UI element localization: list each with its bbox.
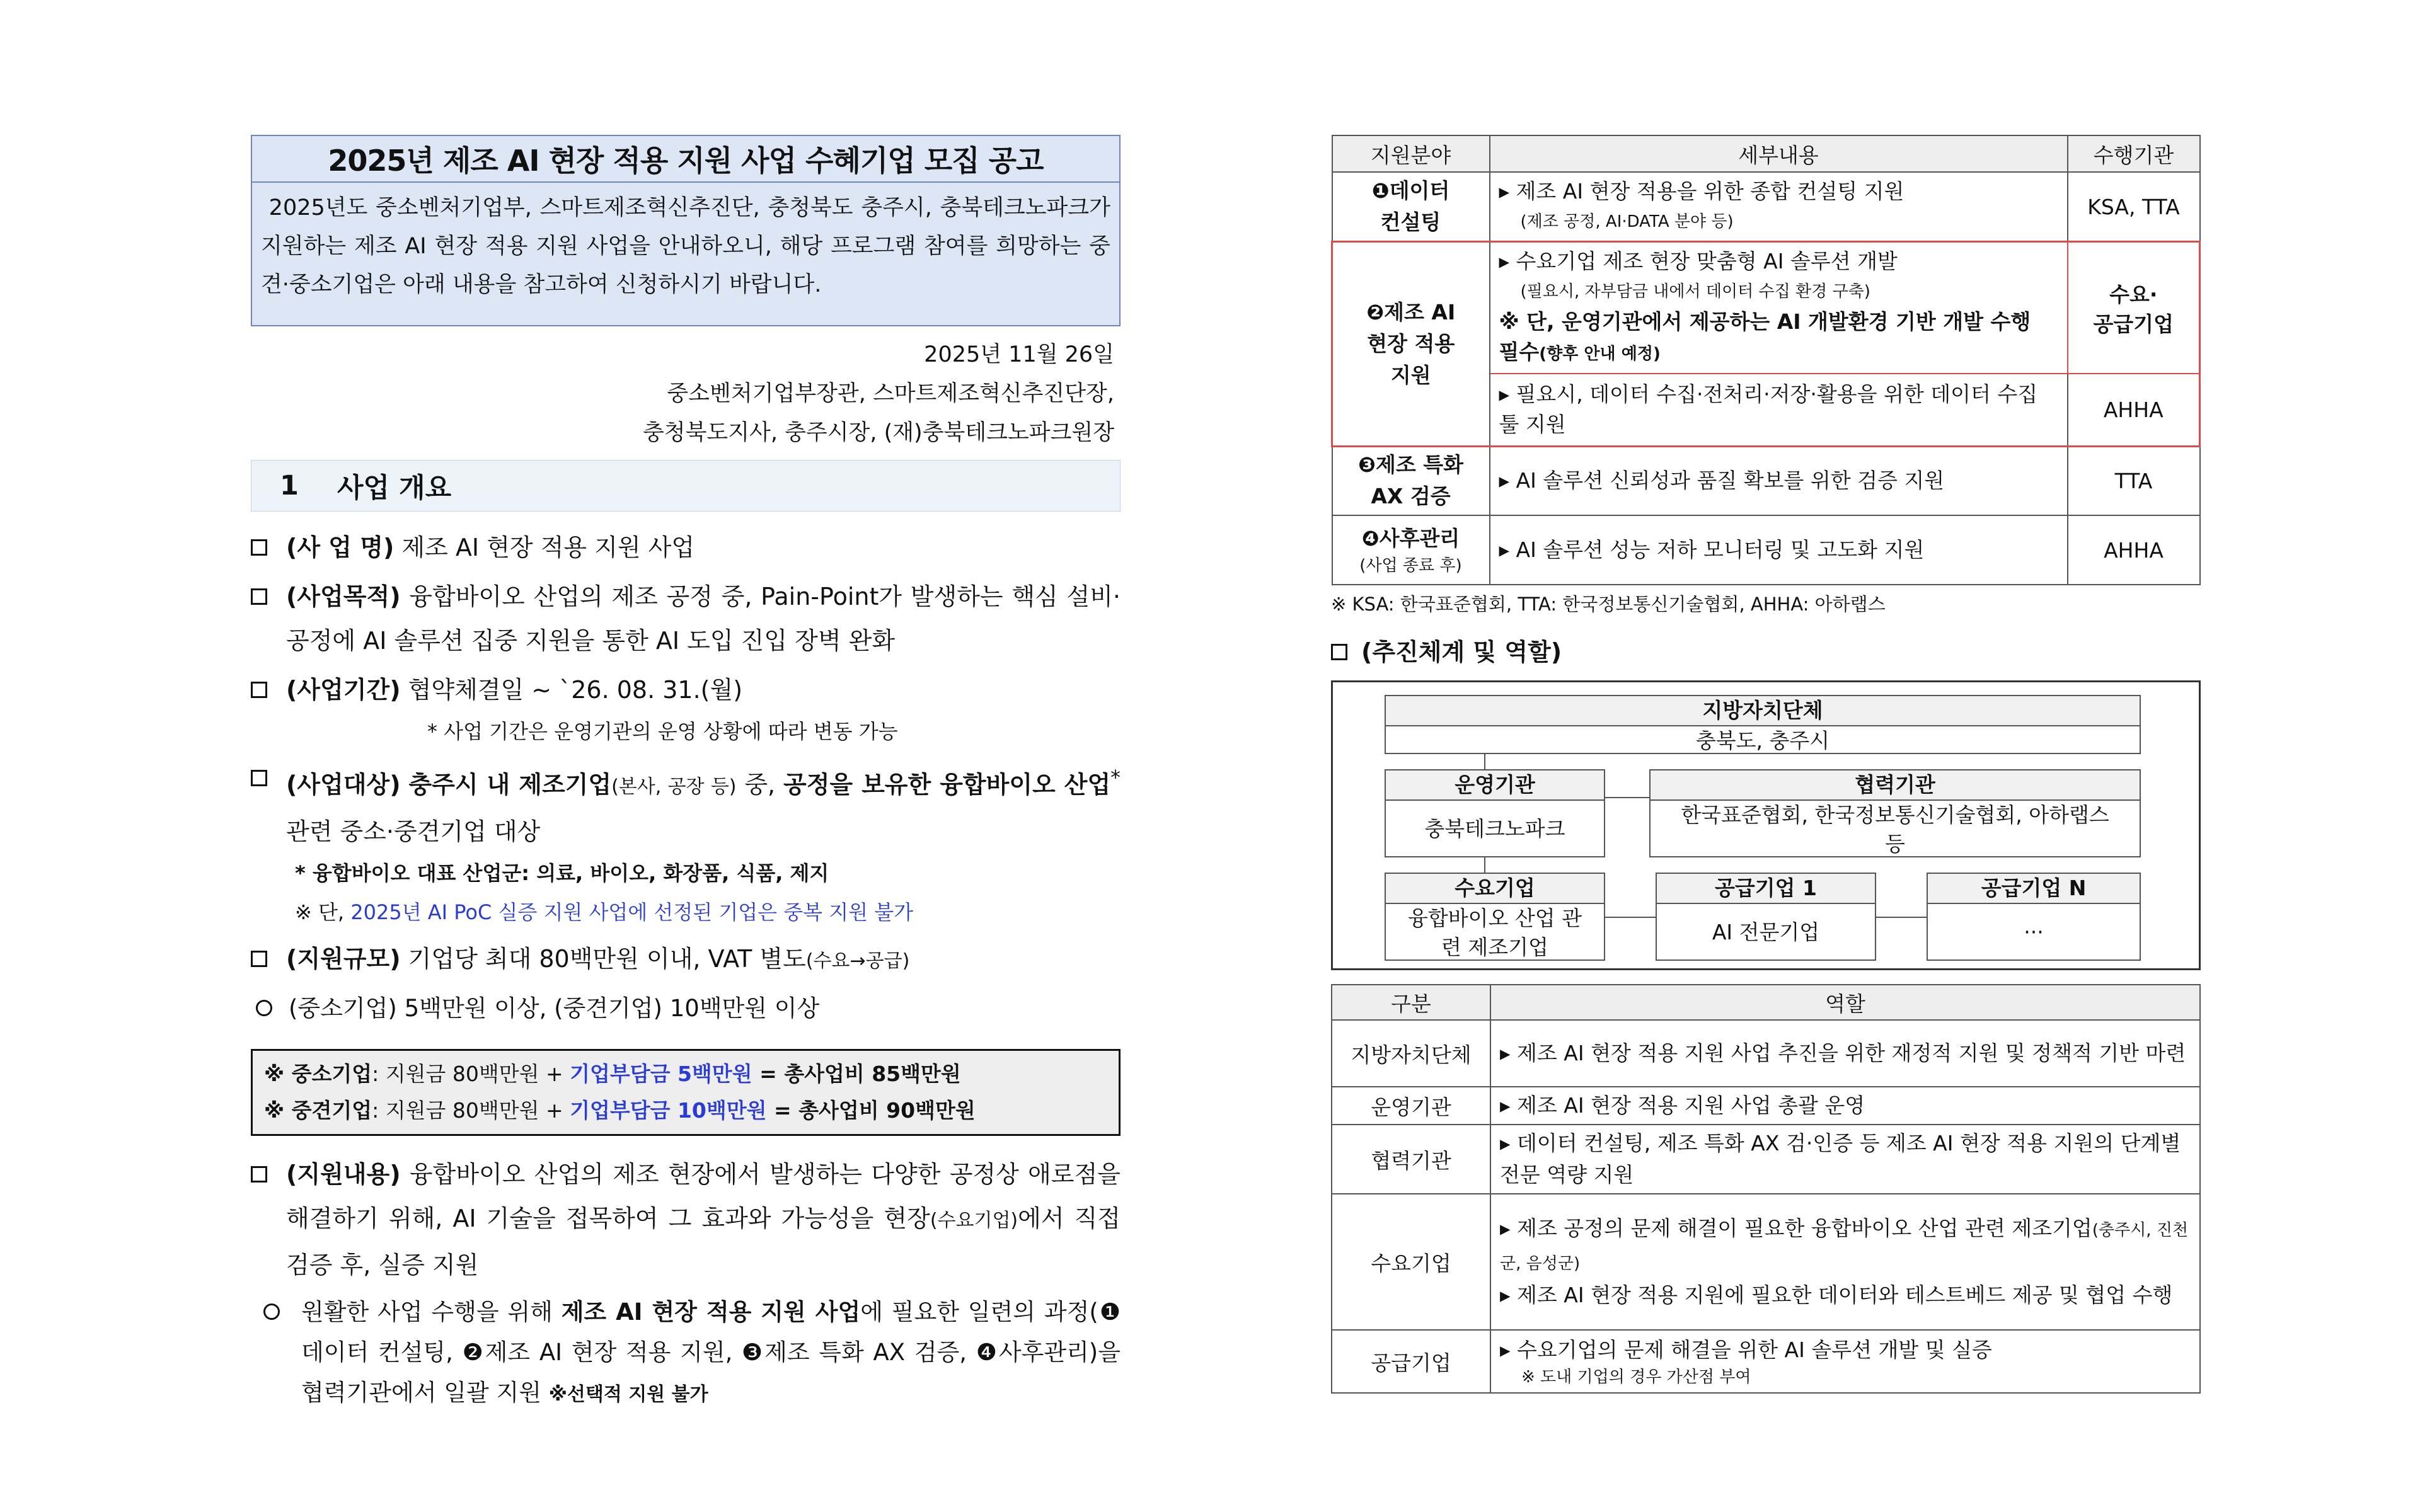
checkbox-square-icon [251,1166,267,1183]
role-category: 협력기관 [1332,1125,1490,1194]
scale-sub-text: (중소기업) 5백만원 이상, (중견기업) 10백만원 이상 [289,994,820,1022]
col-header-agency: 수행기관 [2068,135,2200,172]
issuer-line-1: 중소벤처기업부장관, 스마트제조혁신추진단장, [667,381,1114,406]
aftercare-small: (사업 종료 후) [1359,556,1462,575]
role-detail [1490,1194,2200,1330]
agency-cell: KSA, TTA [2068,172,2200,242]
supplier-n-body: ··· [2024,920,2044,944]
notice-date: 2025년 11월 26일 [924,342,1114,367]
item-scale [251,937,1121,983]
table-footnote: ※ KSA: 한국표준협회, TTA: 한국정보통신기술협회, AHHA: 아하랩스 [1331,593,1886,615]
partner-box-body: 한국표준협회, 한국정보통신기술협회, 아하랩스 등 [1681,803,2109,856]
period-label: (사업기간) [286,676,401,704]
connector-line [1605,917,1656,918]
item-purpose [251,575,1121,663]
agency-cell: AHHA [2068,515,2200,585]
item-period [251,668,1121,712]
detail-note-small: (향후 안내 예정) [1539,345,1661,364]
item-target [251,756,1121,854]
role-detail [1490,1330,2200,1393]
detail-note-text: ※ 단, 운영기관에서 제공하는 AI 개발환경 기반 개발 수행 필수 [1499,309,2031,364]
role-detail-small: (충주시, 진천군, 음성군) [1500,1221,2189,1273]
role-detail: ▸ 데이터 컨설팅, 제조 특화 AX 검·인증 등 제조 AI 현장 적용 지원의 단계별 전문 역량 지원 [1490,1125,2200,1194]
role-detail-line: ▸ 수요기업의 문제 해결을 위한 AI 솔루션 개발 및 실증 [1500,1337,1992,1362]
detail-cell: ▸ AI 솔루션 신뢰성과 품질 확보를 위한 검증 지원 [1490,446,2068,515]
role-detail-text: ▸ 제조 공정의 문제 해결이 필요한 융합바이오 산업 관련 제조기업 [1500,1216,2092,1240]
purpose-label: (사업목적) [286,583,401,610]
role-category: 지방자치단체 [1332,1020,1490,1087]
table-row [1332,515,2200,585]
calc-sme-burden: 기업부담금 5백만원 [570,1061,752,1086]
detail-cell [1490,242,2068,374]
target-note-2 [251,893,1121,932]
col-header-field: 지원분야 [1332,135,1490,172]
bullet-circle-icon [256,1000,272,1016]
role-detail-line: ▸ 제조 AI 현장 적용 지원에 필요한 데이터와 테스트베드 제공 및 협업 수행 [1500,1283,2173,1307]
target-sup: * [1110,767,1121,789]
table-row [1332,1330,2200,1393]
detail-text: ▸ 제조 AI 현장 적용을 위한 종합 컨설팅 지원 [1499,179,1904,203]
target-mid: 중, [736,770,783,799]
calc-midsize [264,1092,1107,1129]
period-note: * 사업 기간은 운영기관의 운영 상황에 따라 변동 가능 [427,719,898,743]
table-row [1332,1087,2200,1125]
table-row [1332,446,2200,515]
content-label: (지원내용) [286,1160,401,1188]
right-column [1331,135,2201,1394]
content-small: (수요기업) [930,1209,1018,1232]
scale-label: (지원규모) [286,944,401,973]
gov-box-body: 충북도, 충주시 [1695,728,1830,753]
col-header-role: 역할 [1490,985,2200,1020]
role-detail: ▸ 제조 AI 현장 적용 지원 사업 총괄 운영 [1490,1087,2200,1125]
detail-note [1499,307,2058,369]
left-column [251,135,1121,1415]
field-ai-apply: ❷제조 AI 현장 적용 지원 [1332,242,1490,447]
supplier-n-header: 공급기업 N [1928,874,2140,904]
content-value-2: 에서 직접 검증 후, 실증 지원 [286,1204,1121,1279]
calc-mid-burden: 기업부담금 10백만원 [570,1097,767,1123]
support-field-table [1331,135,2201,585]
issuer-block [251,335,1121,452]
supplier-1-body: AI 전문기업 [1712,920,1820,944]
partner-box-header: 협력기관 [1651,770,2140,801]
issuer-line-2: 충청북도지사, 충주시장, (재)충북테크노파크원장 [642,420,1114,445]
detail-cell [1490,172,2068,242]
intro-text: 2025년도 중소벤처기업부, 스마트제조혁신추진단, 충청북도 충주시, 충북테크노파크가 지원하는 제조 AI 현장 적용 지원 사업을 안내하오니, 해당 프로그램 참여를 희망하는 중견·중소기업은 아래 내용을 참고하여 신청하시기 바랍니다. [261,195,1110,297]
organization-diagram [1331,680,2201,970]
process-pre: 원활한 사업 수행을 위해 [301,1298,562,1326]
aftercare-label: ❹사후관리 [1361,526,1460,551]
target-note-1: * 융합바이오 대표 산업군: 의료, 바이오, 화장품, 식품, 제지 [295,861,829,885]
table-header-row [1332,135,2200,172]
field-ax-verify: ❸제조 특화 AX 검증 [1332,446,1490,515]
item-content [251,1152,1121,1287]
connector-line [1484,754,1485,770]
structure-heading-text: (추진체계 및 역할) [1361,638,1562,666]
cost-example-box [251,1049,1121,1136]
bullet-circle-icon [263,1303,280,1320]
table-row [1332,1194,2200,1330]
connector-line [1876,917,1927,918]
demand-box-body: 융합바이오 산업 관련 제조기업 [1407,906,1582,959]
calc-sme-prefix: ※ 중소기업 [264,1061,372,1086]
table-row [1332,172,2200,242]
agency-cell: TTA [2068,446,2200,515]
target-label: (사업대상) [286,770,401,799]
role-detail-small: ※ 도내 기업의 경우 가산점 부여 [1521,1368,1751,1387]
checkbox-square-icon [251,770,267,786]
target-note-2-prefix: ※ 단, [295,900,351,924]
calc-mid-total: = 총사업비 90백만원 [766,1097,976,1123]
connector-line [1484,857,1485,874]
supplier-1-box [1656,873,1876,961]
agency-cell: AHHA [2068,374,2200,446]
calc-sme-mid: : 지원금 80백만원 + [372,1061,570,1086]
process-note: ※선택적 지원 불가 [548,1383,708,1406]
checkbox-square-icon [251,682,267,698]
detail-cell: ▸ 필요시, 데이터 수집·전처리·저장·활용을 위한 데이터 수집 툴 지원 [1490,374,2068,446]
col-header-detail: 세부내용 [1490,135,2068,172]
scale-small: (수요→공급) [805,949,910,972]
table-row [1332,242,2200,374]
field-data-consulting: ❶데이터 컨설팅 [1332,172,1490,242]
scale-value: 기업당 최대 80백만원 이내, VAT 별도 [408,944,806,973]
checkbox-square-icon [251,588,267,605]
detail-small: (제조 공정, AI·DATA 분야 등) [1520,212,1734,231]
table-header-row [1332,985,2200,1020]
detail-small: (필요시, 자부담금 내에서 데이터 수집 환경 구축) [1520,282,1870,301]
role-category: 운영기관 [1332,1087,1490,1125]
role-detail: ▸ 제조 AI 현장 적용 지원 사업 추진을 위한 재정적 지원 및 정책적 기반 마련 [1490,1020,2200,1087]
agency-cell: 수요· 공급기업 [2068,242,2200,374]
section-number: 1 [280,470,299,501]
notice-title: 2025년 제조 AI 현장 적용 지원 사업 수혜기업 모집 공고 [251,135,1121,183]
demand-box [1385,873,1605,961]
scale-sub-item [251,988,1121,1029]
checkbox-square-icon [251,951,267,967]
business-name-value: 제조 AI 현장 적용 지원 사업 [401,534,695,561]
operator-box [1385,769,1605,857]
table-row [1332,1020,2200,1087]
col-header-category: 구분 [1332,985,1490,1020]
section-title: 사업 개요 [337,472,452,504]
purpose-value: 융합바이오 산업의 제조 공정 중, Pain-Point가 발생하는 핵심 설비·공정에 AI 솔루션 집중 지원을 통한 AI 도입 진입 장벽 완화 [286,583,1121,655]
detail-text: ▸ 수요기업 제조 현장 맞춤형 AI 솔루션 개발 [1499,249,1898,273]
operator-box-header: 운영기관 [1386,770,1604,801]
checkbox-square-icon [251,539,267,556]
field-aftercare [1332,515,1490,585]
process-bold: 제조 AI 현장 적용 지원 사업 [561,1298,861,1326]
section-header [251,460,1121,512]
item-business-name [251,525,1121,570]
content-value-1: 융합바이오 산업의 제조 현장에서 발생하는 다양한 공정상 애로점을 해결하기 위해, AI 기술을 접목하여 그 효과와 가능성을 현장 [286,1160,1121,1232]
detail-cell: ▸ AI 솔루션 성능 저하 모니터링 및 고도화 지원 [1490,515,2068,585]
gov-box [1385,695,2141,754]
intro-paragraph [251,183,1121,326]
target-note-2-blue: 2025년 AI PoC 실증 지원 사업에 선정된 기업은 중복 지원 불가 [350,900,914,924]
role-category: 공급기업 [1332,1330,1490,1393]
calc-mid-mid: : 지원금 80백만원 + [372,1097,570,1123]
checkbox-square-icon [1331,644,1347,660]
process-post: 에 필요한 일련의 과정(❶데이터 컨설팅, ❷제조 AI 현장 적용 지원, ❸제조 특화 AX 검증, ❹사후관리)을 협력기관에서 일괄 지원 [301,1298,1121,1406]
business-name-label: (사 업 명) [286,534,395,561]
table-row [1332,1125,2200,1194]
operator-box-body: 충북테크노파크 [1424,816,1565,841]
structure-heading [1331,630,2201,674]
supplier-n-box [1927,873,2141,961]
supplier-1-header: 공급기업 1 [1657,874,1875,904]
calc-sme-total: = 총사업비 85백만원 [752,1061,961,1086]
partner-box [1649,769,2141,857]
target-end: 관련 중소·중견기업 대상 [286,817,541,845]
period-value: 협약체결일 ~ `26. 08. 31.(월) [408,676,743,704]
gov-box-header: 지방자치단체 [1386,696,2140,726]
calc-sme [264,1056,1107,1092]
connector-line [1605,797,1649,798]
role-table [1331,984,2201,1394]
target-bold-1: 충주시 내 제조기업 [408,770,612,799]
role-detail-line [1500,1213,2191,1280]
demand-box-header: 수요기업 [1386,874,1604,904]
role-category: 수요기업 [1332,1194,1490,1330]
process-item [251,1292,1121,1415]
target-bold-2: 공정을 보유한 융합바이오 산업 [783,770,1111,799]
calc-mid-prefix: ※ 중견기업 [264,1097,372,1123]
target-small: (본사, 공장 등) [611,776,737,798]
